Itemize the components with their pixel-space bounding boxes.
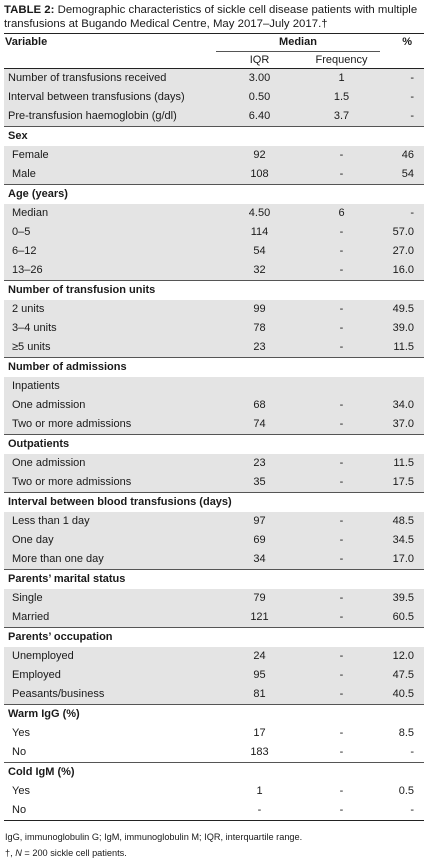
iqr-cell: 79: [216, 589, 303, 608]
iqr-cell: 35: [216, 473, 303, 493]
row-label: Two or more admissions: [4, 473, 216, 493]
table-row: [4, 338, 424, 358]
percent-cell: -: [380, 801, 424, 821]
iqr-cell: 95: [216, 666, 303, 685]
iqr-cell: 54: [216, 242, 303, 261]
frequency-cell: 3.7: [303, 107, 380, 127]
frequency-cell: -: [303, 319, 380, 338]
percent-cell: 46: [380, 146, 424, 165]
iqr-cell: 97: [216, 512, 303, 531]
frequency-cell: 6: [303, 204, 380, 223]
row-label: No: [4, 801, 216, 821]
row-label: Single: [4, 589, 216, 608]
iqr-cell: 69: [216, 531, 303, 550]
percent-cell: 49.5: [380, 300, 424, 319]
frequency-cell: -: [303, 647, 380, 666]
iqr-cell: 6.40: [216, 107, 303, 127]
iqr-cell: 108: [216, 165, 303, 185]
table-row: [4, 454, 424, 473]
frequency-cell: -: [303, 608, 380, 628]
frequency-cell: -: [303, 801, 380, 821]
iqr-cell: 92: [216, 146, 303, 165]
row-label: 13–26: [4, 261, 216, 281]
table-caption: [4, 3, 424, 31]
header-row-main: [4, 34, 424, 52]
row-label: Two or more admissions: [4, 415, 216, 435]
iqr-cell: 23: [216, 454, 303, 473]
iqr-cell: 24: [216, 647, 303, 666]
section-label: Parents’ marital status: [4, 570, 424, 590]
table-title: Demographic characteristics of sickle cell disease patients with multiple transfusions at Bugando Medical Centre, May 2017–July 2017.†: [4, 4, 418, 30]
frequency-cell: 1: [303, 69, 380, 89]
percent-cell: -: [380, 204, 424, 223]
frequency-cell: -: [303, 589, 380, 608]
percent-cell: 11.5: [380, 338, 424, 358]
percent-cell: 37.0: [380, 415, 424, 435]
row-label: ≥5 units: [4, 338, 216, 358]
percent-cell: 54: [380, 165, 424, 185]
table-body: [4, 69, 424, 821]
table-row: [4, 550, 424, 570]
table-row: [4, 512, 424, 531]
header-iqr: IQR: [216, 52, 303, 69]
table-footnotes: [4, 831, 424, 859]
frequency-cell: -: [303, 261, 380, 281]
section-label: Interval between blood transfusions (days): [4, 493, 424, 513]
frequency-cell: -: [303, 473, 380, 493]
iqr-cell: 78: [216, 319, 303, 338]
row-label: One admission: [4, 396, 216, 415]
iqr-cell: [216, 377, 303, 396]
frequency-cell: -: [303, 454, 380, 473]
percent-cell: 0.5: [380, 782, 424, 801]
demographics-table: [4, 33, 424, 821]
table-row: [4, 589, 424, 608]
row-label: Peasants/business: [4, 685, 216, 705]
section-row: [4, 185, 424, 205]
row-label: Inpatients: [4, 377, 216, 396]
table-row: [4, 300, 424, 319]
frequency-cell: -: [303, 666, 380, 685]
iqr-cell: 74: [216, 415, 303, 435]
footnote-n-symbol: N: [15, 848, 22, 858]
row-label: One admission: [4, 454, 216, 473]
table-row: [4, 531, 424, 550]
row-label: One day: [4, 531, 216, 550]
section-label: Number of admissions: [4, 358, 424, 378]
frequency-cell: -: [303, 724, 380, 743]
percent-cell: 34.0: [380, 396, 424, 415]
frequency-cell: [303, 377, 380, 396]
table-row: [4, 223, 424, 242]
percent-cell: 11.5: [380, 454, 424, 473]
table-row: [4, 647, 424, 666]
section-row: [4, 358, 424, 378]
section-label: Sex: [4, 127, 424, 147]
row-label: Male: [4, 165, 216, 185]
row-label: 6–12: [4, 242, 216, 261]
row-label: Employed: [4, 666, 216, 685]
iqr-cell: 121: [216, 608, 303, 628]
frequency-cell: -: [303, 512, 380, 531]
frequency-cell: -: [303, 242, 380, 261]
percent-cell: 39.5: [380, 589, 424, 608]
row-label: Yes: [4, 782, 216, 801]
row-label: 3–4 units: [4, 319, 216, 338]
table-row: [4, 724, 424, 743]
table-row: [4, 146, 424, 165]
table-row: [4, 242, 424, 261]
percent-cell: 16.0: [380, 261, 424, 281]
frequency-cell: -: [303, 223, 380, 242]
percent-cell: 48.5: [380, 512, 424, 531]
table-row: [4, 204, 424, 223]
iqr-cell: 23: [216, 338, 303, 358]
iqr-cell: 34: [216, 550, 303, 570]
percent-cell: -: [380, 107, 424, 127]
percent-cell: 12.0: [380, 647, 424, 666]
footnote-dagger-text: = 200 sickle cell patients.: [21, 848, 127, 858]
row-label: Pre-transfusion haemoglobin (g/dl): [4, 107, 216, 127]
header-blank: [4, 52, 216, 69]
table-number: TABLE 2:: [4, 4, 55, 16]
frequency-cell: -: [303, 300, 380, 319]
footnote-dagger: [5, 847, 424, 859]
row-label: 0–5: [4, 223, 216, 242]
table-row: [4, 107, 424, 127]
section-row: [4, 628, 424, 648]
percent-cell: 60.5: [380, 608, 424, 628]
percent-cell: 17.5: [380, 473, 424, 493]
frequency-cell: -: [303, 782, 380, 801]
row-label: Unemployed: [4, 647, 216, 666]
row-label: Yes: [4, 724, 216, 743]
percent-cell: 57.0: [380, 223, 424, 242]
percent-cell: -: [380, 69, 424, 89]
row-label: Less than 1 day: [4, 512, 216, 531]
percent-cell: 34.5: [380, 531, 424, 550]
section-row: [4, 127, 424, 147]
iqr-cell: 4.50: [216, 204, 303, 223]
iqr-cell: -: [216, 801, 303, 821]
section-row: [4, 281, 424, 301]
section-label: Warm IgG (%): [4, 705, 424, 725]
table-row: [4, 396, 424, 415]
table-row: [4, 666, 424, 685]
frequency-cell: -: [303, 531, 380, 550]
header-blank-pct: [380, 52, 424, 69]
section-label: Parents’ occupation: [4, 628, 424, 648]
iqr-cell: 32: [216, 261, 303, 281]
header-frequency: Frequency: [303, 52, 380, 69]
section-row: [4, 493, 424, 513]
section-label: Cold IgM (%): [4, 763, 424, 783]
frequency-cell: -: [303, 685, 380, 705]
iqr-cell: 1: [216, 782, 303, 801]
row-label: Married: [4, 608, 216, 628]
percent-cell: 27.0: [380, 242, 424, 261]
section-row: [4, 705, 424, 725]
table-row: [4, 743, 424, 763]
frequency-cell: -: [303, 743, 380, 763]
footnote-abbreviations: IgG, immunoglobulin G; IgM, immunoglobulin M; IQR, interquartile range.: [5, 832, 303, 842]
section-label: Outpatients: [4, 435, 424, 455]
header-percent: %: [380, 34, 424, 52]
header-median: Median: [216, 34, 380, 52]
table-row: [4, 319, 424, 338]
row-label: Number of transfusions received: [4, 69, 216, 89]
table-row: [4, 377, 424, 396]
percent-cell: -: [380, 743, 424, 763]
table-row: [4, 165, 424, 185]
frequency-cell: 1.5: [303, 88, 380, 107]
table-row: [4, 801, 424, 821]
iqr-cell: 0.50: [216, 88, 303, 107]
percent-cell: 40.5: [380, 685, 424, 705]
table-row: [4, 261, 424, 281]
row-label: Median: [4, 204, 216, 223]
frequency-cell: -: [303, 550, 380, 570]
table-row: [4, 69, 424, 89]
table-row: [4, 88, 424, 107]
section-label: Age (years): [4, 185, 424, 205]
frequency-cell: -: [303, 396, 380, 415]
table-row: [4, 685, 424, 705]
iqr-cell: 81: [216, 685, 303, 705]
table-row: [4, 473, 424, 493]
percent-cell: 39.0: [380, 319, 424, 338]
table-row: [4, 608, 424, 628]
iqr-cell: 99: [216, 300, 303, 319]
iqr-cell: 17: [216, 724, 303, 743]
frequency-cell: -: [303, 415, 380, 435]
percent-cell: 8.5: [380, 724, 424, 743]
section-label: Number of transfusion units: [4, 281, 424, 301]
percent-cell: [380, 377, 424, 396]
percent-cell: -: [380, 88, 424, 107]
header-row-sub: [4, 52, 424, 69]
section-row: [4, 763, 424, 783]
section-row: [4, 435, 424, 455]
percent-cell: 47.5: [380, 666, 424, 685]
footnote-dagger-prefix: †,: [5, 848, 16, 858]
row-label: Interval between transfusions (days): [4, 88, 216, 107]
row-label: No: [4, 743, 216, 763]
table-row: [4, 415, 424, 435]
frequency-cell: -: [303, 146, 380, 165]
row-label: More than one day: [4, 550, 216, 570]
percent-cell: 17.0: [380, 550, 424, 570]
frequency-cell: -: [303, 338, 380, 358]
iqr-cell: 3.00: [216, 69, 303, 89]
header-variable: Variable: [4, 34, 216, 52]
iqr-cell: 183: [216, 743, 303, 763]
iqr-cell: 114: [216, 223, 303, 242]
frequency-cell: -: [303, 165, 380, 185]
row-label: 2 units: [4, 300, 216, 319]
row-label: Female: [4, 146, 216, 165]
table-row: [4, 782, 424, 801]
iqr-cell: 68: [216, 396, 303, 415]
section-row: [4, 570, 424, 590]
